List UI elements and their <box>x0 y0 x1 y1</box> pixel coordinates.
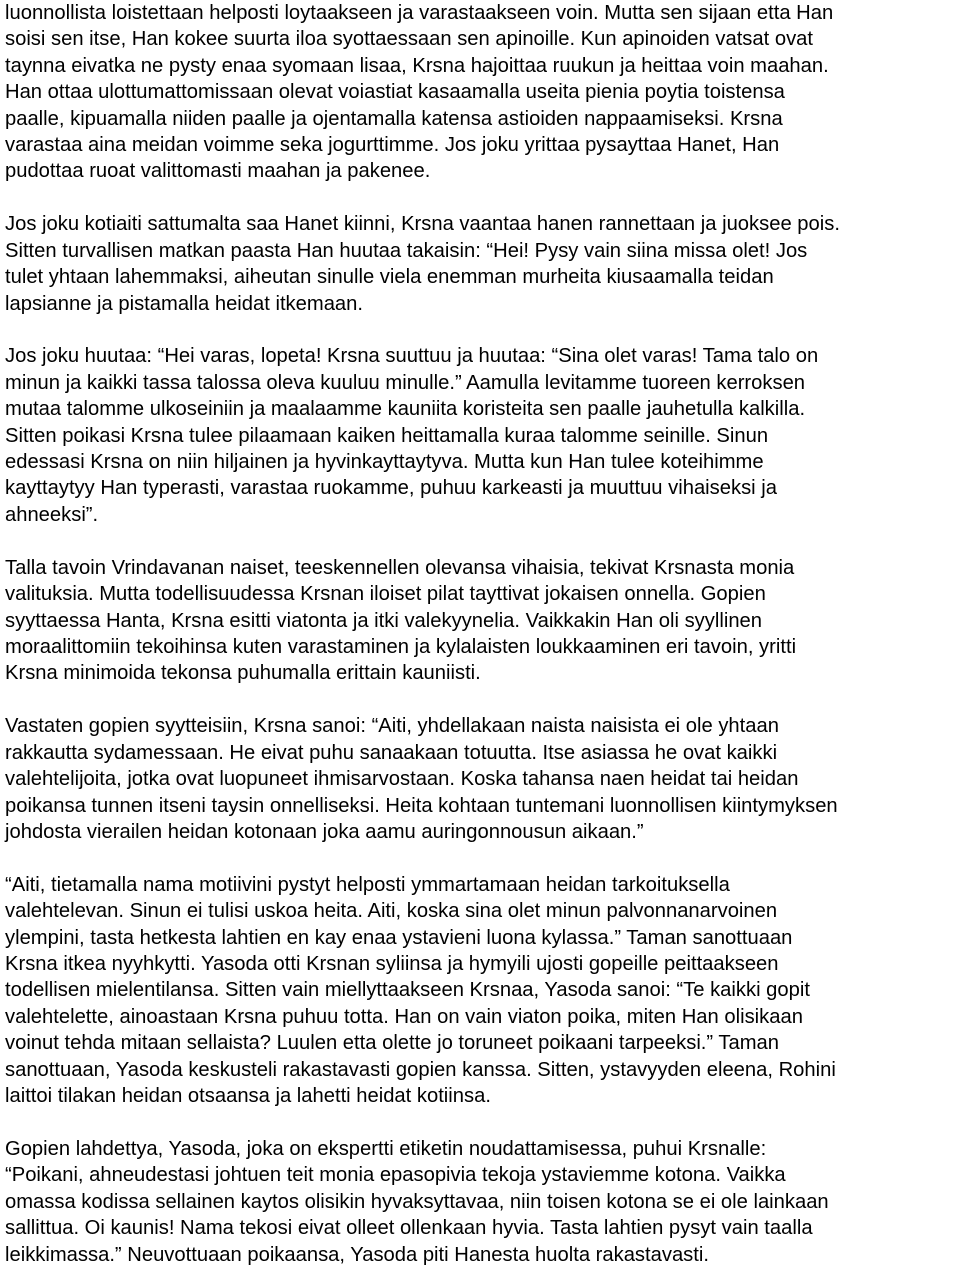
text-line: Vastaten gopien syytteisiin, Krsna sanoi: “Aiti, yhdellakaan naista naisista ei ole yhtaan <box>5 715 779 738</box>
text-line: taynna eivatka ne pysty enaa syomaan lisaa, Krsna hajoittaa ruukun ja heittaa voin maahan. <box>5 54 829 77</box>
text-line: leikkimassa.” Neuvottuaan poikaansa, Yasoda piti Hanesta huolta rakastavasti. <box>5 1243 709 1266</box>
text-line: pudottaa ruoat valittomasti maahan ja pakenee. <box>5 160 431 183</box>
text-line: laittoi tilakan heidan otsaansa ja lahetti heidat kotiinsa. <box>5 1085 491 1108</box>
text-line: Sitten poikasi Krsna tulee pilaamaan kaiken heittamalla kuraa talomme seinille. Sinun <box>5 424 769 447</box>
text-line: lapsianne ja pistamalla heidat itkemaan. <box>5 292 363 315</box>
text-line: ylempini, tasta hetkesta lahtien en kay enaa ystavieni luona kylassa.” Taman sanottuaan <box>5 926 793 949</box>
text-line: Jos joku kotiaiti sattumalta saa Hanet kiinni, Krsna vaantaa hanen rannettaan ja juoksee pois. <box>5 213 840 236</box>
text-line: moraalittomiin tekoihinsa kuten varastaminen ja kylalaisten loukkaaminen eri tavoin, yritti <box>5 635 797 658</box>
paragraph <box>5 211 957 317</box>
text-line: Sitten turvallisen matkan paasta Han huutaa takaisin: “Hei! Pysy vain siina missa olet! Jos <box>5 239 808 262</box>
text-line: “Aiti, tietamalla nama motiivini pystyt helposti ymmartamaan heidan tarkoituksella <box>5 873 730 896</box>
paragraph <box>5 713 957 845</box>
text-line: sallittua. Oi kaunis! Nama tekosi eivat olleet ollenkaan hyvia. Tasta lahtien pysyt vain taalla <box>5 1217 813 1240</box>
text-line: soisi sen itse, Han kokee suurta iloa syottaessaan sen apinoille. Kun apinoiden vatsat ovat <box>5 28 813 51</box>
paragraph <box>5 343 957 528</box>
paragraph <box>5 555 957 687</box>
paragraph <box>5 872 957 1110</box>
text-line: sanottuaan, Yasoda keskusteli rakastavasti gopien kanssa. Sitten, ystavyyden eleena, Rohini <box>5 1058 836 1081</box>
text-line: kayttaytyy Han typerasti, varastaa ruokamme, puhuu karkeasti ja muuttuu vihaiseksi ja <box>5 477 777 500</box>
text-line: todellisen mielentilansa. Sitten vain miellyttaakseen Krsnaa, Yasoda sanoi: “Te kaikki gopit <box>5 979 810 1002</box>
text-line: johdosta vierailen heidan kotonaan joka aamu auringonnousun aikaan.” <box>5 820 644 843</box>
text-line: varastaa aina meidan voimme seka jogurttimme. Jos joku yrittaa pysayttaa Hanet, Han <box>5 133 780 156</box>
text-line: syyttaessa Hanta, Krsna esitti viatonta ja itki valekyynelia. Vaikkakin Han oli syyllinen <box>5 609 763 632</box>
text-line: valituksia. Mutta todellisuudessa Krsnan iloiset pilat tayttivat jokaisen onnella. Gopien <box>5 583 766 606</box>
text-line: poikansa tunnen itseni taysin onnelliseksi. Heita kohtaan tuntemani luonnollisen kiintymyksen <box>5 794 838 817</box>
text-line: tulet yhtaan lahemmaksi, aiheutan sinulle viela enemman murheita kiusaamalla teidan <box>5 266 774 289</box>
text-line: mutaa talomme ulkoseiniin ja maalaamme kauniita koristeita sen paalle jauhetulla kalkilla. <box>5 398 806 421</box>
text-line: voinut tehda mitaan sellaista? Luulen etta olette jo toruneet poikaani tarpeeksi.” Taman <box>5 1032 779 1055</box>
text-line: valehtelette, ainoastaan Krsna puhuu totta. Han on vain viaton poika, miten Han olisikaan <box>5 1005 803 1028</box>
paragraph <box>5 1136 957 1268</box>
text-line: Krsna minimoida tekonsa puhumalla erittain kauniisti. <box>5 662 481 685</box>
text-line: omassa kodissa sellainen kaytos olisikin hyvaksyttavaa, niin toisen kotona se ei ole lainkaan <box>5 1190 829 1213</box>
text-line: “Poikani, ahneudestasi johtuen teit monia epasopivia tekoja ystaviemme kotona. Vaikka <box>5 1164 786 1187</box>
text-line: rakkautta sydamessaan. He eivat puhu sanaakaan totuutta. Itse asiassa he ovat kaikki <box>5 741 778 764</box>
paragraph <box>5 0 957 185</box>
text-line: Han ottaa ulottumattomissaan olevat voiastiat kasaamalla useita pienia poytia toistensa <box>5 81 785 104</box>
text-line: edessasi Krsna on niin hiljainen ja hyvinkayttaytyva. Mutta kun Han tulee koteihimme <box>5 451 764 474</box>
text-line: valehtelevan. Sinun ei tulisi uskoa heita. Aiti, koska sina olet minun palvonnanarvoinen <box>5 900 778 923</box>
text-line: Krsna itkea nyyhkytti. Yasoda otti Krsnan syliinsa ja hymyili ujosti gopeille peittaakseen <box>5 953 779 976</box>
text-line: Talla tavoin Vrindavanan naiset, teeskennellen olevansa vihaisia, tekivat Krsnasta monia <box>5 556 795 579</box>
text-line: Jos joku huutaa: “Hei varas, lopeta! Krsna suuttuu ja huutaa: “Sina olet varas! Tama talo on <box>5 345 819 368</box>
text-line: luonnollista loistettaan helposti loytaakseen ja varastaakseen voin. Mutta sen sijaan etta Han <box>5 2 834 24</box>
text-line: ahneeksi”. <box>5 503 99 526</box>
document-page <box>5 0 957 1268</box>
text-line: valehtelijoita, jotka ovat luopuneet ihmisarvostaan. Koska tahansa naen heidat tai heidan <box>5 768 799 791</box>
text-line: paalle, kipuamalla niiden paalle ja ojentamalla katensa astioiden nappaamiseksi. Krsna <box>5 107 783 130</box>
text-line: Gopien lahdettya, Yasoda, joka on ekspertti etiketin noudattamisessa, puhui Krsnalle: <box>5 1138 767 1161</box>
text-line: minun ja kaikki tassa talossa oleva kuuluu minulle.” Aamulla levitamme tuoreen kerroksen <box>5 371 806 394</box>
